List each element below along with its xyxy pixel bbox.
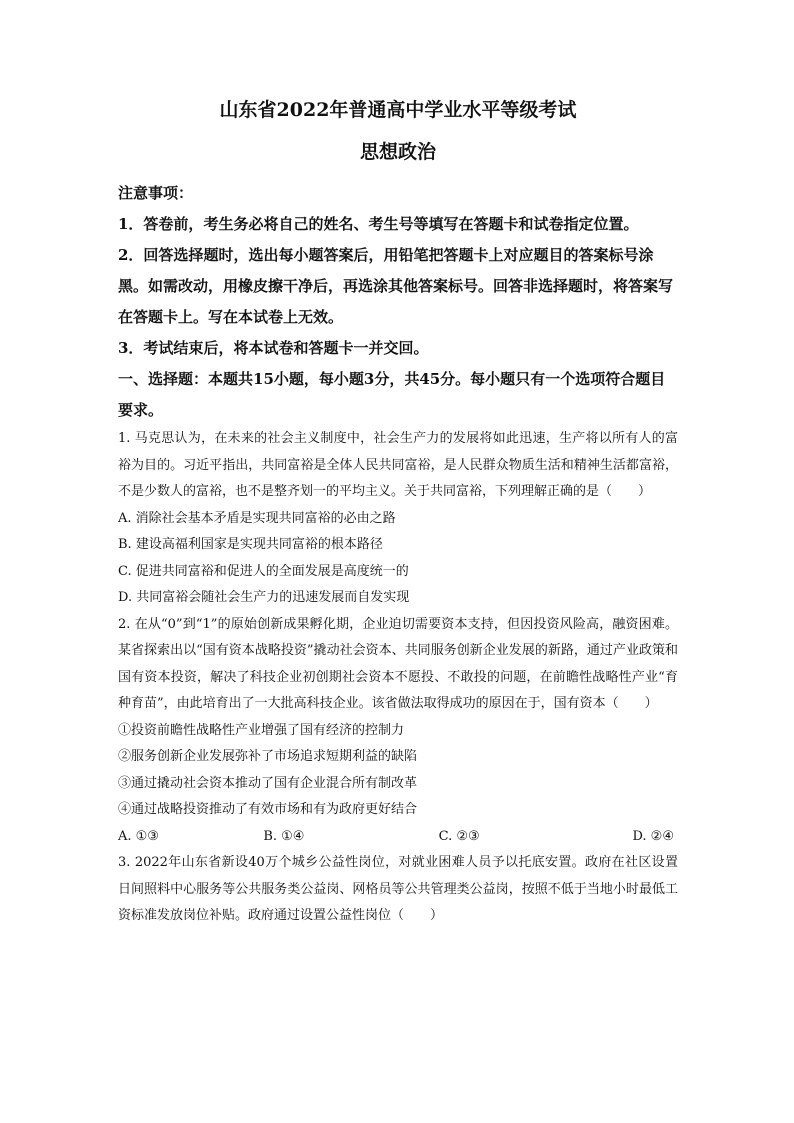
- choice-c: C. ②③: [438, 828, 480, 844]
- statement-1: ①投资前瞻性战略性产业增强了国有经济的控制力: [118, 722, 405, 738]
- statement-3: ③通过撬动社会资本推动了国有企业混合所有制改革: [118, 775, 418, 791]
- notice-block: [118, 178, 678, 364]
- option-c: C. 促进共同富裕和促进人的全面发展是高度统一的: [118, 563, 409, 579]
- question-1: [118, 426, 678, 612]
- notice-heading: 注意事项：: [118, 184, 194, 202]
- option-d: D. 共同富裕会随社会生产力的迅速发展而自发实现: [118, 590, 410, 605]
- section-heading: 一、选择题：本题共15小题，每小题3分，共45分。每小题只有一个选项符合题目要求。: [118, 370, 666, 419]
- question-stem: 2. 在从“0”到“1”的原始创新成果孵化期，企业迫切需要资本支持，但因投资风险高，融资困难。某省探索出以“国有资本战略投资”撬动社会资本、共同服务创新企业发展的新路，通过产业政策和国有资本投资，解决了科技企业初创期社会资本不愿投、不敢投的问题，在前瞻性战略性产业“育种育苗”，由此培育出了一大批高科技企业。该省做法取得成功的原因在于，国有资本（ ）: [118, 616, 678, 711]
- exam-subject: 思想政治: [359, 141, 436, 163]
- notice-item: 3．考试结束后，将本试卷和答题卡一并交回。: [118, 339, 429, 357]
- exam-page: [118, 96, 678, 930]
- notice-item: 1．答卷前，考生务必将自己的姓名、考生号等填写在答题卡和试卷指定位置。: [118, 215, 639, 233]
- question-stem: 3. 2022年山东省新设40万个城乡公益性岗位，对就业困难人员予以托底安置。政府在社区设置日间照料中心服务等公共服务类公益岗、网格员等公共管理类公益岗，按照不低于当地小时最低工资标准发放岗位补贴。政府通过设置公益性岗位（ ）: [118, 855, 678, 923]
- question-stem: 1. 马克思认为，在未来的社会主义制度中，社会生产力的发展将如此迅速，生产将以所有人的富裕为目的。习近平指出，共同富裕是全体人民共同富裕，是人民群众物质生活和精神生活都富裕，不是少数人的富裕，也不是整齐划一的平均主义。关于共同富裕，下列理解正确的是（ ）: [118, 431, 678, 499]
- notice-item: 2．回答选择题时，选出每小题答案后，用铅笔把答题卡上对应题目的答案标号涂黑。如需改动，用橡皮擦干净后，再选涂其他答案标号。回答非选择题时，将答案写在答题卡上。写在本试卷上无效。: [118, 246, 674, 326]
- question-2: [118, 612, 678, 851]
- choice-a: A. ①③: [118, 828, 159, 844]
- statement-2: ②服务创新企业发展弥补了市场追求短期利益的缺陷: [118, 749, 418, 764]
- question-3: [118, 850, 678, 930]
- choice-d: D. ②④: [632, 828, 674, 844]
- choice-b: B. ①④: [263, 828, 305, 844]
- exam-title: 山东省2022年普通高中学业水平等级考试: [219, 99, 577, 121]
- statement-4: ④通过战略投资推动了有效市场和有为政府更好结合: [118, 802, 418, 817]
- option-a: A. 消除社会基本矛盾是实现共同富裕的必由之路: [118, 510, 396, 526]
- choice-row: [118, 824, 678, 851]
- option-b: B. 建设高福利国家是实现共同富裕的根本路径: [118, 537, 383, 552]
